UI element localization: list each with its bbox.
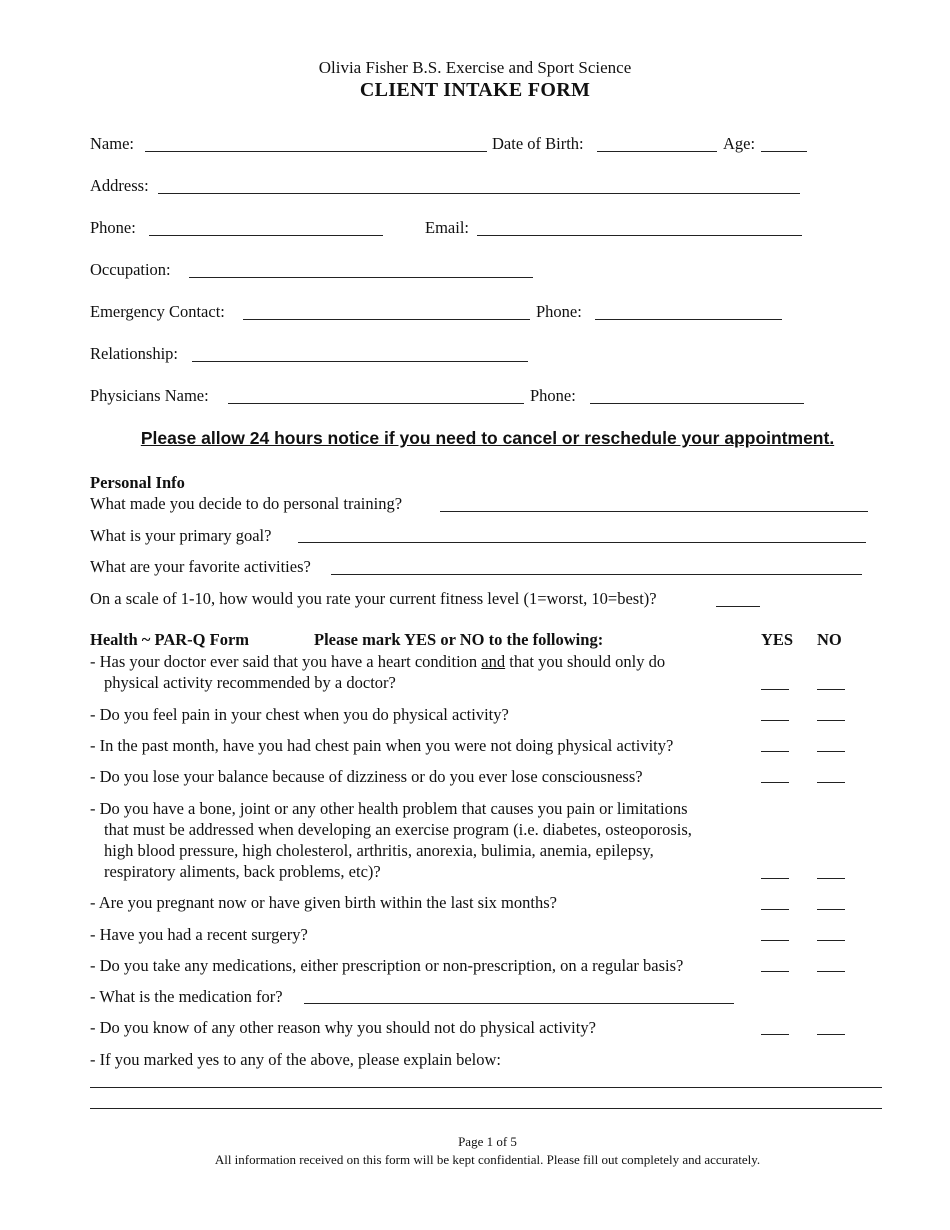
- dizziness-yes[interactable]: [761, 782, 789, 783]
- emergency-contact-label: Emergency Contact:: [90, 302, 225, 321]
- relationship-field[interactable]: [192, 361, 528, 362]
- bone-joint-question-line4: respiratory aliments, back problems, etc)?: [104, 862, 381, 881]
- surgery-question: - Have you had a recent surgery?: [90, 925, 308, 944]
- chest-pain-activity-no[interactable]: [817, 720, 845, 721]
- favorite-activities-question: What are your favorite activities?: [90, 557, 311, 576]
- pregnancy-question: - Are you pregnant now or have given birth within the last six months?: [90, 893, 557, 912]
- dob-label: Date of Birth:: [492, 134, 584, 153]
- bone-joint-question-line3: high blood pressure, high cholesterol, arthritis, anorexia, bulimia, anemia, epilepsy,: [104, 841, 654, 860]
- no-column-header: NO: [817, 630, 842, 649]
- parq-heading: Health ~ PAR-Q Form: [90, 630, 250, 649]
- favorite-activities-answer[interactable]: [331, 574, 862, 575]
- chest-pain-activity-yes[interactable]: [761, 720, 789, 721]
- yes-column-header: YES: [761, 630, 794, 649]
- phone-label: Phone:: [90, 218, 136, 237]
- relationship-label: Relationship:: [90, 344, 178, 363]
- explain-answer-line-2[interactable]: [90, 1108, 882, 1109]
- chest-pain-rest-yes[interactable]: [761, 751, 789, 752]
- occupation-field[interactable]: [189, 277, 533, 278]
- address-field[interactable]: [158, 193, 800, 194]
- email-field[interactable]: [477, 235, 802, 236]
- pregnancy-yes[interactable]: [761, 909, 789, 910]
- physician-phone-label: Phone:: [530, 386, 576, 405]
- heart-condition-question-end: that you should only do: [505, 652, 666, 671]
- surgery-yes[interactable]: [761, 940, 789, 941]
- parq-instruction: Please mark YES or NO to the following:: [314, 630, 604, 649]
- dizziness-no[interactable]: [817, 782, 845, 783]
- practitioner-name: Olivia Fisher B.S. Exercise and Sport Science: [318, 58, 632, 77]
- physician-phone-field[interactable]: [590, 403, 804, 404]
- medications-no[interactable]: [817, 971, 845, 972]
- occupation-label: Occupation:: [90, 260, 171, 279]
- emergency-contact-field[interactable]: [243, 319, 530, 320]
- primary-goal-answer[interactable]: [298, 542, 866, 543]
- other-reason-yes[interactable]: [761, 1034, 789, 1035]
- dob-field[interactable]: [597, 151, 717, 152]
- cancellation-notice: Please allow 24 hours notice if you need to cancel or reschedule your appointment.: [140, 428, 835, 448]
- bone-joint-question-line2: that must be addressed when developing an exercise program (i.e. diabetes, osteoporosis,: [104, 820, 692, 839]
- chest-pain-rest-question: - In the past month, have you had chest pain when you were not doing physical activity?: [90, 736, 674, 755]
- heart-condition-question-emphasis: and: [481, 652, 506, 671]
- form-title: CLIENT INTAKE FORM: [359, 79, 591, 101]
- physician-name-field[interactable]: [228, 403, 524, 404]
- emergency-phone-label: Phone:: [536, 302, 582, 321]
- primary-goal-question: What is your primary goal?: [90, 526, 272, 545]
- age-field[interactable]: [761, 151, 807, 152]
- medication-purpose-question: - What is the medication for?: [90, 987, 283, 1006]
- heart-condition-yes[interactable]: [761, 689, 789, 690]
- emergency-phone-field[interactable]: [595, 319, 782, 320]
- personal-training-answer[interactable]: [440, 511, 868, 512]
- personal-info-heading: Personal Info: [90, 473, 185, 492]
- pregnancy-no[interactable]: [817, 909, 845, 910]
- fitness-level-question: On a scale of 1-10, how would you rate your current fitness level (1=worst, 10=best)?: [90, 589, 657, 608]
- other-reason-no[interactable]: [817, 1034, 845, 1035]
- age-label: Age:: [723, 134, 756, 153]
- heart-condition-question: [90, 652, 665, 672]
- medication-purpose-answer[interactable]: [304, 1003, 734, 1004]
- personal-training-question: What made you decide to do personal training?: [90, 494, 403, 513]
- bone-joint-yes[interactable]: [761, 878, 789, 879]
- address-label: Address:: [90, 176, 149, 195]
- surgery-no[interactable]: [817, 940, 845, 941]
- explain-answer-line-1[interactable]: [90, 1087, 882, 1088]
- fitness-level-answer[interactable]: [716, 606, 760, 607]
- confidentiality-note: All information received on this form will be kept confidential. Please fill out completely and accurately.: [214, 1152, 761, 1167]
- bone-joint-question: - Do you have a bone, joint or any other health problem that causes you pain or limitations: [90, 799, 688, 818]
- phone-field[interactable]: [149, 235, 383, 236]
- physician-name-label: Physicians Name:: [90, 386, 209, 405]
- medications-question: - Do you take any medications, either prescription or non-prescription, on a regular basis?: [90, 956, 684, 975]
- chest-pain-rest-no[interactable]: [817, 751, 845, 752]
- email-label: Email:: [425, 218, 469, 237]
- other-reason-question: - Do you know of any other reason why you should not do physical activity?: [90, 1018, 596, 1037]
- heart-condition-question-cont: physical activity recommended by a doctor?: [104, 673, 396, 692]
- name-field[interactable]: [145, 151, 487, 152]
- explain-question: - If you marked yes to any of the above, please explain below:: [90, 1050, 501, 1069]
- name-label: Name:: [90, 134, 134, 153]
- bone-joint-no[interactable]: [817, 878, 845, 879]
- page-number: Page 1 of 5: [458, 1134, 517, 1149]
- dizziness-question: - Do you lose your balance because of dizziness or do you ever lose consciousness?: [90, 767, 643, 786]
- medications-yes[interactable]: [761, 971, 789, 972]
- chest-pain-activity-question: - Do you feel pain in your chest when you do physical activity?: [90, 705, 509, 724]
- heart-condition-question-start: - Has your doctor ever said that you have a heart condition: [90, 652, 482, 671]
- heart-condition-no[interactable]: [817, 689, 845, 690]
